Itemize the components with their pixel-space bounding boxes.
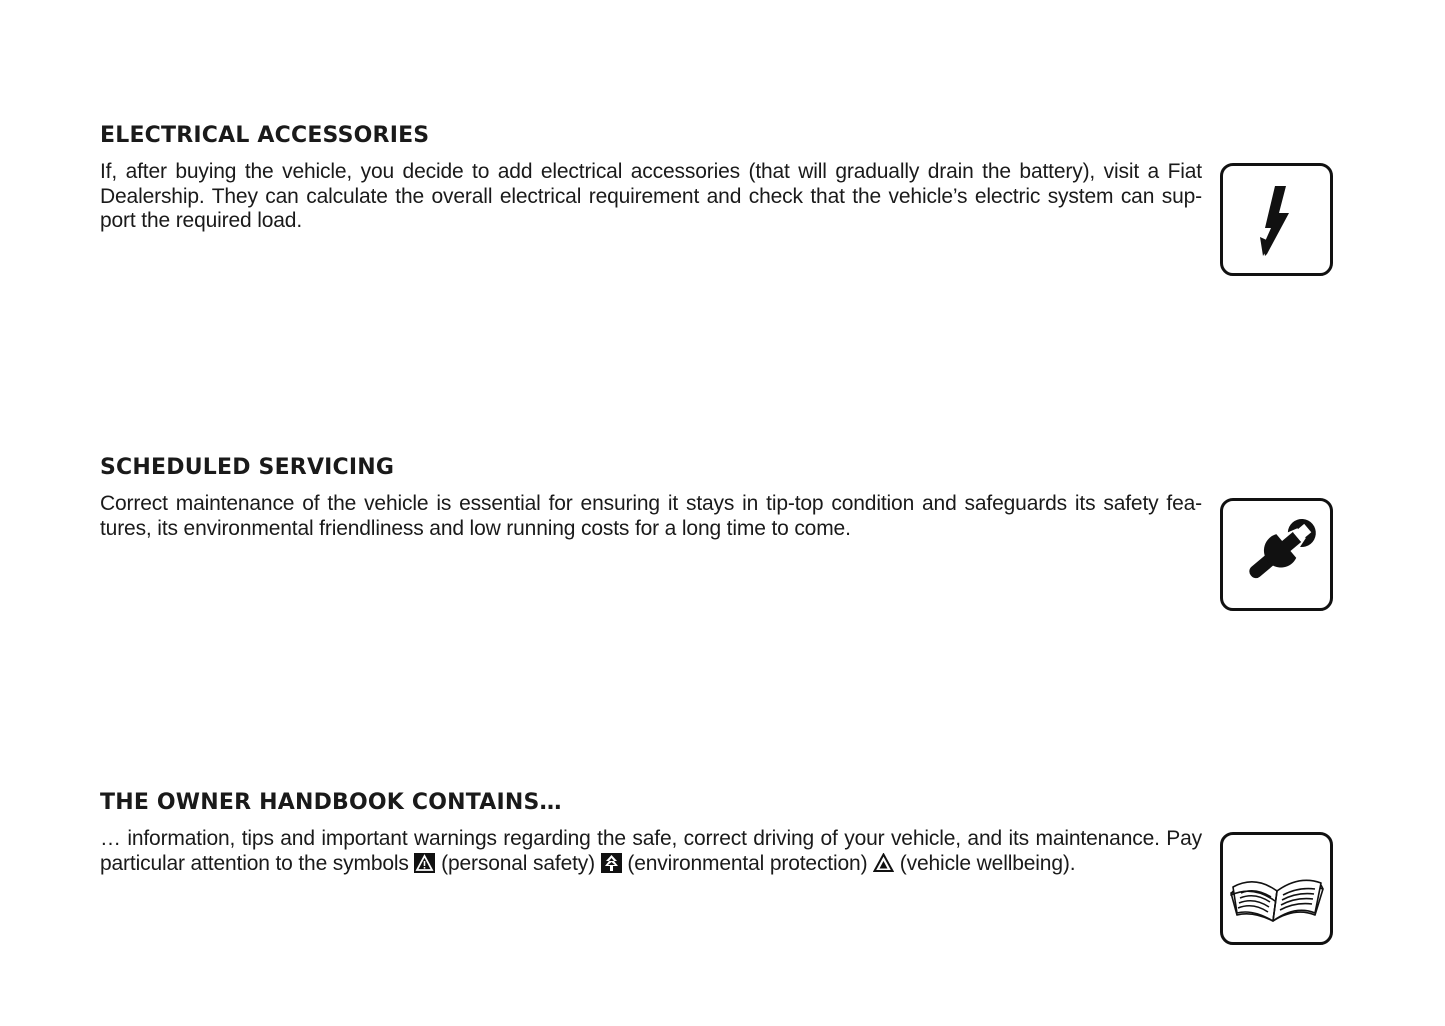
body-scheduled-servicing: Correct maintenance of the vehicle is essential for ensuring it stays in tip-top condition and safeguards its safety fea-tures, its environmental friendliness and low running costs for a long time to come. — [100, 492, 1202, 540]
body-electrical-accessories: If, after buying the vehicle, you decide to add electrical accessories (that will gradually drain the battery), visit a Fiat Dealership. They can calculate the overall electrical requirement and check that the vehicle’s electric system can sup-port the required load. — [100, 160, 1202, 232]
body-owner-handbook-part3: (environmental protection) — [627, 851, 868, 875]
environmental-protection-icon — [601, 853, 622, 873]
section-owner-handbook — [100, 789, 1340, 953]
body-owner-handbook-part4: (vehicle wellbeing). — [899, 851, 1076, 875]
lightning-bolt-icon — [1220, 163, 1333, 276]
personal-safety-icon — [414, 853, 435, 873]
wrench-icon — [1220, 498, 1333, 611]
section-scheduled-servicing — [100, 454, 1340, 618]
body-owner-handbook-part2: (personal safety) — [441, 851, 595, 875]
vehicle-wellbeing-icon — [873, 853, 894, 873]
open-book-icon — [1220, 832, 1333, 945]
body-owner-handbook — [100, 827, 1202, 876]
body-owner-handbook-part1: … information, tips and important warnings regarding the safe, correct driving of your vehicle, and its maintenance. Pay particular attention to the symbols — [100, 827, 1202, 875]
heading-electrical-accessories: ELECTRICAL ACCESSORIES — [100, 123, 430, 148]
heading-scheduled-servicing: SCHEDULED SERVICING — [100, 455, 395, 480]
heading-owner-handbook: THE OWNER HANDBOOK CONTAINS… — [100, 790, 562, 815]
section-electrical-accessories — [100, 122, 1340, 282]
